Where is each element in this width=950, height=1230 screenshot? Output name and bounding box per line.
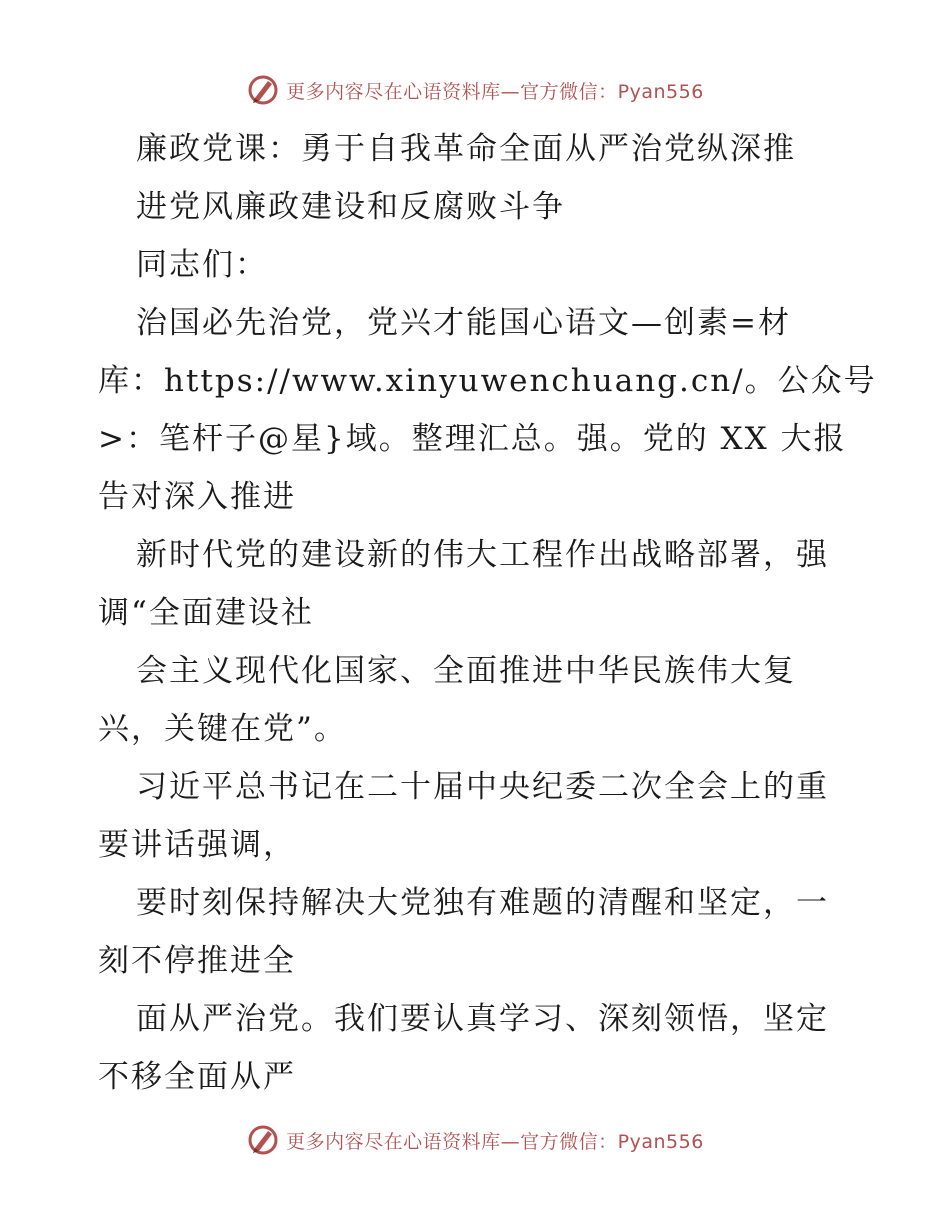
header-watermark-text: 更多内容尽在心语资料库—官方微信：Pyan556 bbox=[286, 80, 704, 103]
paragraph-line: 新时代党的建设新的伟大工程作出战略部署，强 bbox=[136, 537, 829, 573]
paragraph-line: 刻不停推进全 bbox=[98, 943, 296, 979]
document-body bbox=[98, 120, 877, 1106]
footer-watermark-content bbox=[246, 1123, 704, 1157]
title-line-2: 进党风廉政建设和反腐败斗争 bbox=[136, 189, 565, 225]
paragraph-line: 要时刻保持解决大党独有难题的清醒和坚定，一 bbox=[136, 885, 829, 921]
paragraph-line: 告对深入推进 bbox=[98, 479, 296, 515]
header-watermark-banner bbox=[0, 70, 950, 110]
paragraph-line: 治国必先治党，党兴才能国心语文—创素=材 bbox=[136, 305, 791, 341]
header-watermark-content bbox=[246, 73, 704, 107]
salutation: 同志们： bbox=[136, 247, 268, 283]
paragraph-line: 调“全面建设社 bbox=[98, 595, 314, 631]
paragraph-line: 要讲话强调， bbox=[98, 827, 296, 863]
paragraph-line: 不移全面从严 bbox=[98, 1059, 296, 1095]
paragraph-line: 习近平总书记在二十届中央纪委二次全会上的重 bbox=[136, 769, 829, 805]
title-line-1: 廉政党课：勇于自我革命全面从严治党纵深推 bbox=[136, 131, 796, 167]
paragraph-line: 面从严治党。我们要认真学习、深刻领悟，坚定 bbox=[136, 1001, 829, 1037]
paragraph-line: >：笔杆子@星}域。整理汇总。强。党的 XX 大报 bbox=[98, 421, 847, 457]
footer-watermark-banner bbox=[0, 1120, 950, 1160]
paragraph-line: 库：https://www.xinyuwenchuang.cn/。公众号 bbox=[98, 363, 877, 399]
paragraph-line: 兴，关键在党”。 bbox=[98, 711, 347, 747]
footer-watermark-text: 更多内容尽在心语资料库—官方微信：Pyan556 bbox=[286, 1130, 704, 1153]
pen-ring-logo-icon bbox=[246, 1123, 280, 1157]
pen-ring-logo-icon bbox=[246, 73, 280, 107]
paragraph-line: 会主义现代化国家、全面推进中华民族伟大复 bbox=[136, 653, 796, 689]
